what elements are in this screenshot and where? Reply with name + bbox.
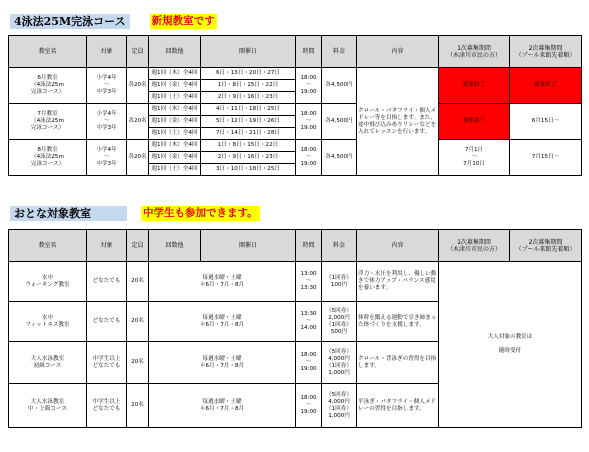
sessions: 週1回（木）全4回 — [149, 68, 201, 80]
section2-title: おとな対象教室 — [10, 206, 127, 221]
col-dates: 開催日 — [201, 36, 296, 68]
capacity: 20名 — [127, 342, 149, 384]
section2-header — [10, 206, 260, 221]
section1-header-row — [9, 36, 582, 68]
fee: （5回券） 4,000円 （1回券） 1,000円 — [322, 342, 357, 384]
time: 13:30 ～ 14:00 — [296, 302, 322, 342]
sessions: 週1回（土）全4回 — [149, 92, 201, 104]
class-name: 大人水泳教室 初級コース — [9, 342, 87, 384]
period1-status: 募集終了 — [439, 104, 510, 140]
col-target: 対象 — [87, 230, 127, 262]
col-fee: 料金 — [322, 230, 357, 262]
col-capacity: 定員 — [127, 230, 149, 262]
section1-header — [10, 14, 217, 29]
dates: 6日・13日・20日・27日 — [201, 68, 296, 80]
content: 浮力・水圧を利用し、優しい動きで体力アップ・バランス感覚を養います。 — [357, 262, 439, 302]
target: どなたでも — [87, 302, 127, 342]
col-period2: 2次募集期間 （プール来館先着順） — [510, 230, 582, 262]
content: 平泳ぎ・バタフライ・個人メドレーの習得を目指します。 — [357, 384, 439, 428]
col-content: 内容 — [357, 36, 439, 68]
content: クロール・背泳ぎの習得を目指します。 — [357, 342, 439, 384]
sessions: 毎週水曜・土曜 ＊6月・7月・8月 — [149, 342, 296, 384]
col-dates: 開催日 — [201, 230, 296, 262]
table-row — [9, 140, 582, 152]
period1-dates: 7月1日 ～ 7月10日 — [439, 140, 510, 176]
sessions: 毎週水曜・土曜 ＊6月・7月・8月 — [149, 302, 296, 342]
sessions: 週1回（木）全4回 — [149, 140, 201, 152]
col-sessions: 回数他 — [149, 36, 201, 68]
class-name: 水中 ウォーキング教室 — [9, 262, 87, 302]
time: 18:00 ～ 19:00 — [296, 104, 322, 140]
table-row — [9, 104, 582, 116]
capacity: 各20名 — [127, 140, 149, 176]
class-name: 水中 フィットネス教室 — [9, 302, 87, 342]
capacity: 20名 — [127, 262, 149, 302]
col-time: 時間 — [296, 36, 322, 68]
class-name: 6月教室 （4泳法25m 完泳コース） — [9, 68, 87, 104]
dates: 2日・9日・16日・23日 — [201, 152, 296, 164]
capacity: 各20名 — [127, 104, 149, 140]
col-time: 時間 — [296, 230, 322, 262]
target: どなたでも — [87, 262, 127, 302]
class-name: 大人水泳教室 中・上級コース — [9, 384, 87, 428]
capacity: 各20名 — [127, 68, 149, 104]
col-fee: 料金 — [322, 36, 357, 68]
fee: 各4,500円 — [322, 140, 357, 176]
sessions: 週1回（木）全4回 — [149, 104, 201, 116]
time: 18:00 ～ 19:00 — [296, 68, 322, 104]
sessions: 週1回（金）全4回 — [149, 152, 201, 164]
target: 小学4年 ～ 中学3年 — [87, 104, 127, 140]
period2-status: 募集終了 — [510, 68, 582, 104]
period2-status: 6月15日～ — [510, 104, 582, 140]
col-period2: 2次募集期間 （プール来館先着順） — [510, 36, 582, 68]
capacity: 20名 — [127, 302, 149, 342]
section2-badge: 中学生も参加できます。 — [143, 207, 258, 219]
table-row — [9, 68, 582, 80]
sessions: 週1回（土）全4回 — [149, 164, 201, 176]
dates: 3日・10日・18日・25日 — [201, 164, 296, 176]
col-name: 教室名 — [9, 36, 87, 68]
class-name: 8月教室 （4泳法25m 完泳コース） — [9, 140, 87, 176]
target: 中学生以上 どなたでも — [87, 384, 127, 428]
dates: 7日・14日・21日・28日 — [201, 128, 296, 140]
dates: 1日・8日・15日・22日 — [201, 80, 296, 92]
target: 中学生以上 どなたでも — [87, 342, 127, 384]
col-target: 対象 — [87, 36, 127, 68]
fee: （5回券） 2,000円 （1回券） 500円 — [322, 302, 357, 342]
dates: 4日・11日・18日・25日 — [201, 104, 296, 116]
dates: 5日・12日・19日・26日 — [201, 116, 296, 128]
section2-header-row — [9, 230, 582, 262]
fee: （1回券） 100円 — [322, 262, 357, 302]
sessions: 毎週水曜・土曜 ＊6月・7月・8月 — [149, 262, 296, 302]
sessions: 週1回（金）全4回 — [149, 80, 201, 92]
time: 13:00 ～ 13:30 — [296, 262, 322, 302]
table-row — [9, 262, 582, 302]
col-period1: 1次募集期間 （木津川市民の方） — [439, 36, 510, 68]
fee: 各4,500円 — [322, 104, 357, 140]
col-name: 教室名 — [9, 230, 87, 262]
section1-badge: 新規教室です — [151, 15, 215, 27]
col-content: 内容 — [357, 230, 439, 262]
fee: 各4,500円 — [322, 68, 357, 104]
target: 小学4年 ～ 中学3年 — [87, 140, 127, 176]
period2-status: 7月15日～ — [510, 140, 582, 176]
time: 18:00 ～ 19:00 — [296, 384, 322, 428]
adult-recruit-note: 大人対象の教室は 随時受付 — [439, 262, 582, 428]
sessions: 週1回（金）全4回 — [149, 116, 201, 128]
class-name: 7月教室 （4泳法25m 完泳コース） — [9, 104, 87, 140]
col-sessions: 回数他 — [149, 230, 201, 262]
section1-title: 4泳法25M完泳コース — [10, 14, 130, 29]
content: 体幹を鍛える運動で引き締まった体づくりを支援します。 — [357, 302, 439, 342]
time: 18:00 ～ 19:00 — [296, 140, 322, 176]
sessions: 毎週水曜・土曜 ＊6月・7月・8月 — [149, 384, 296, 428]
capacity: 20名 — [127, 384, 149, 428]
target: 小学4年 ～ 中学3年 — [87, 68, 127, 104]
section1-table — [8, 35, 582, 176]
col-period1: 1次募集期間 （木津川市民の方） — [439, 230, 510, 262]
dates: 1日・8日・15日・22日 — [201, 140, 296, 152]
time: 18:00 ～ 19:00 — [296, 342, 322, 384]
sessions: 週1回（土）全4回 — [149, 128, 201, 140]
content: クロール・バタフライ・個人メドレー等を目指します。また、途中飛び込みありリレーなどを入れてレッスンを行います。 — [357, 68, 439, 176]
dates: 2日・9日・16日・23日 — [201, 92, 296, 104]
fee: （5回券） 4,000円 （1回券） 1,000円 — [322, 384, 357, 428]
period1-status: 募集終了 — [439, 68, 510, 104]
section2-table — [8, 229, 582, 428]
col-capacity: 定員 — [127, 36, 149, 68]
